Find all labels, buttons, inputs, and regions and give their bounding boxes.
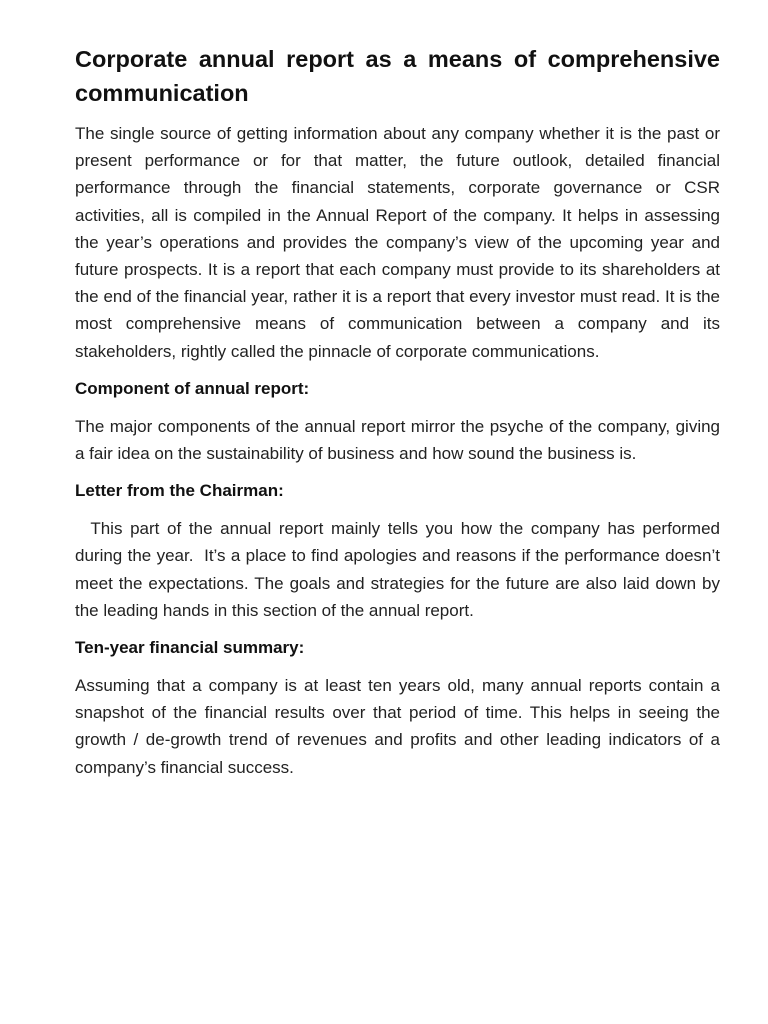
- section-body-chairman-letter: This part of the annual report mainly tells you how the company has performed during the year. It’s a place to find apologies and reasons if the performance doesn’t meet the expectations. The goals and strategies for the future are also laid down by the leading hands in this section of the annual report.: [75, 519, 725, 620]
- document-title: Corporate annual report as a means of comprehensive communication: [75, 46, 720, 106]
- document-page: [75, 42, 725, 793]
- intro-paragraph: The single source of getting information about any company whether it is the past or present performance or for that matter, the future outlook, detailed financial performance through the financial statements, corporate governance or CSR activities, all is compiled in the Annual Report of the company. It helps in assessing the year’s operations and provides the company’s view of the upcoming year and future prospects. It is a report that each company must provide to its shareholders at the end of the financial year, rather it is a report that every investor must read. It is the most comprehensive means of communication between a company and its stakeholders, rightly called the pinnacle of corporate communications.: [75, 124, 720, 361]
- section-heading-ten-year-summary: Ten-year financial summary:: [75, 638, 305, 658]
- section-body-ten-year-summary: Assuming that a company is at least ten years old, many annual reports contain a snapshot of the financial results over that period of time. This helps in seeing the growth / de-growth trend of revenues and profits and other leading indicators of a company’s financial success.: [75, 676, 720, 777]
- section-heading-chairman-letter: Letter from the Chairman:: [75, 481, 284, 501]
- section-body-components: The major components of the annual report mirror the psyche of the company, giving a fair idea on the sustainability of business and how sound the business is.: [75, 416, 720, 464]
- section-heading-components: Component of annual report:: [75, 378, 310, 398]
